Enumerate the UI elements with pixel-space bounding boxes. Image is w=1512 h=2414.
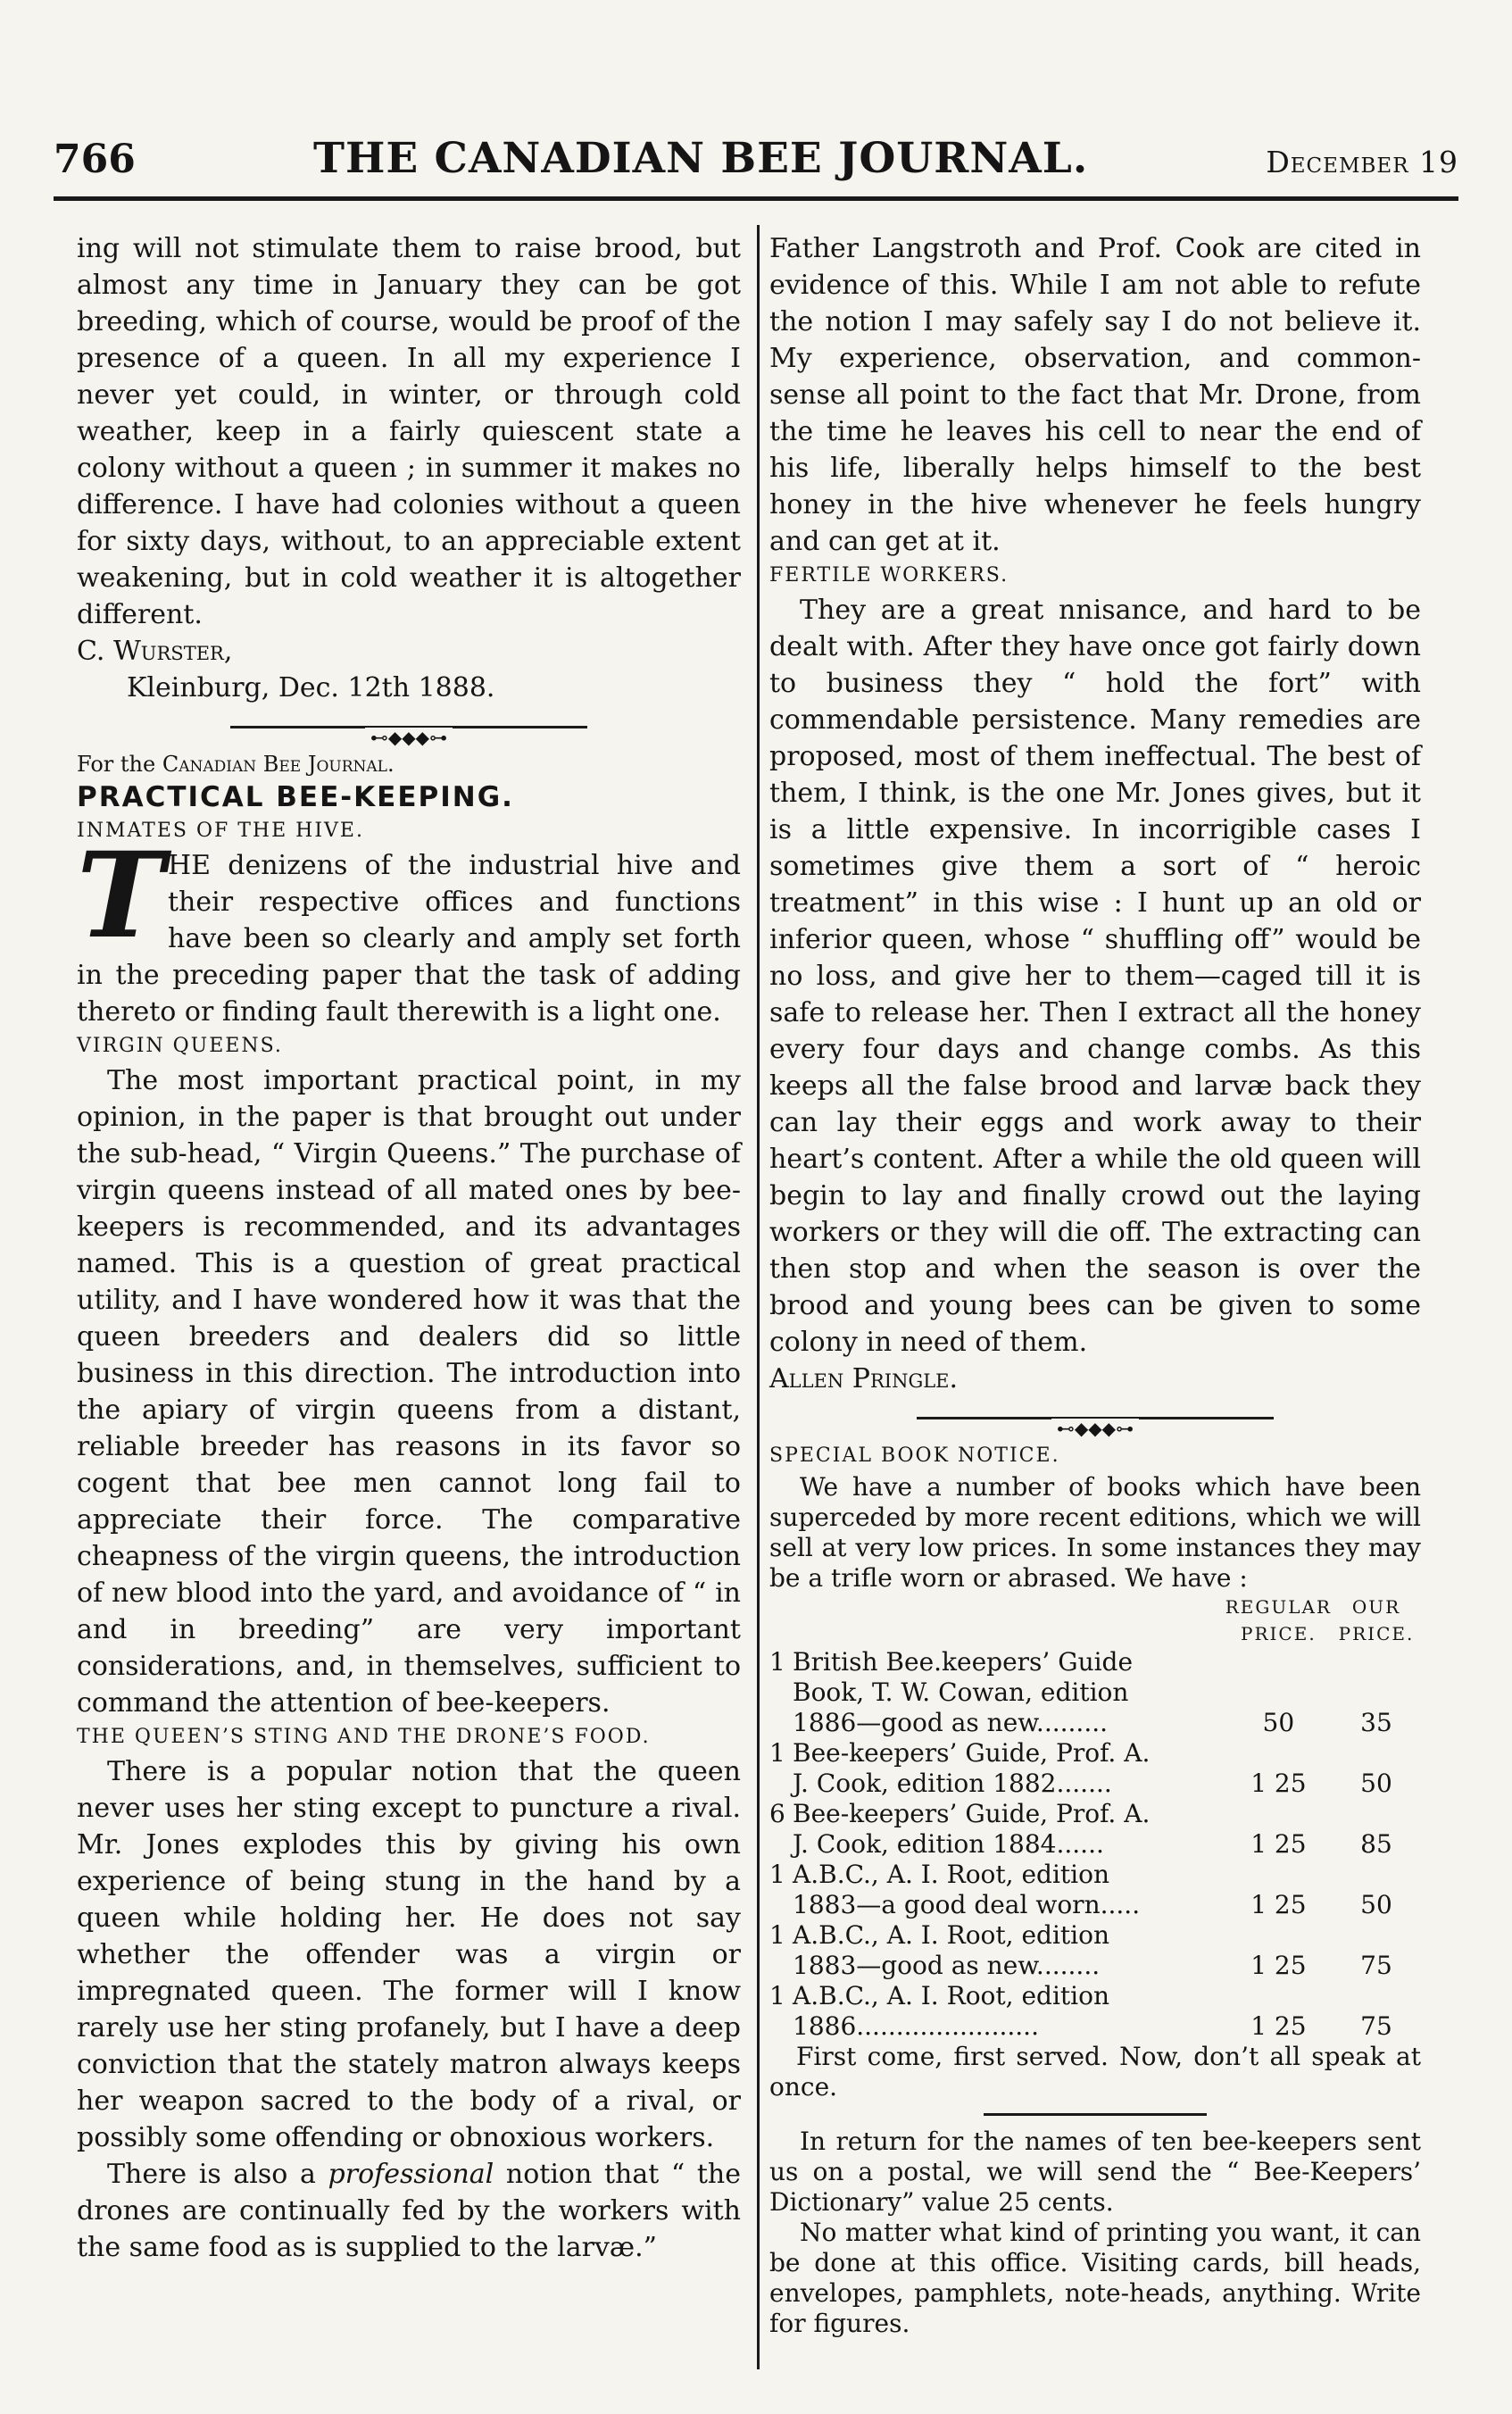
section-ornament: ⊷◆◆◆⊶ [77, 717, 741, 737]
source-credit: For the Canadian Bee Journal. [77, 752, 395, 777]
subhead-inmates: INMATES OF THE HIVE. [77, 820, 364, 842]
subhead-fertile-workers: FERTILE WORKERS. [769, 564, 1009, 587]
paragraph-sting: There is a popular notion that the queen never uses her sting except to puncture a rival. Mr. Jones explodes this by giving his own experience of being stung in the hand by a queen while holding her. He does not say whether the offender was a virgin or impregnated queen. The former will I know rarely use her sting profanely, but I have a deep conviction that the stately matron always keeps her weapon sacred to the body of a rival, or possibly some offending or obnoxious workers. [77, 1756, 741, 2153]
paragraph-first-come: First come, first served. Now, don’t all speak at once. [769, 2042, 1421, 2102]
table-header-row [769, 1594, 1421, 1647]
left-column [77, 230, 741, 2266]
paragraph-virgin-queens: The most important practical point, in my opinion, in the paper is that brought out under the sub-head, “ Virgin Queens.” The purchase of virgin queens instead of all mated ones by bee-keepers is recommended, and its advantages named. This is a question of great practical utility, and I have wondered how it was that the queen breeders and dealers did so little business in this direction. The introduction into the apiary of virgin queens from a distant, reliable breeder has reasons in its favor so cogent that bee men cannot long fail to appreciate their force. The comparative cheapness of the virgin queens, the introduction of new blood into the yard, and avoidance of “ in and in breeding” are very important considerations, and, in themselves, sufficient to command the attention of bee-keepers. [77, 1065, 741, 1719]
paragraph-book-notice: We have a number of books which have been superceded by more recent editions, which we will sell at very low prices. In some instances they may be a trifle worn or abrased. We have : [769, 1472, 1421, 1593]
table-row: 1 British Bee.keepers’ Guide Book, T. W. Cowan, edition 1886—good as new......... 50 35 [769, 1647, 1392, 1737]
author-signature: C. Wurster, [77, 636, 233, 667]
column-divider [757, 225, 760, 2369]
table-row: 1 A.B.C., A. I. Root, edition 1886....................... 1 25 75 [769, 1981, 1392, 2041]
journal-title: THE CANADIAN BEE JOURNAL. [312, 134, 1089, 183]
dateline: Kleinburg, Dec. 12th 1888. [127, 672, 495, 703]
page-header [54, 134, 1458, 187]
drop-cap: T [77, 827, 165, 965]
paragraph-printing-ad: No matter what kind of printing you want, it can be done at this office. Visiting cards, bill heads, envelopes, pamphlets, note-heads, anything. Write for figures. [769, 2218, 1421, 2338]
paragraph-drones: There is also a professional notion that “ the drones are continually fed by the workers with the same food as is supplied to the larvæ.” [77, 2159, 741, 2263]
paragraph-drone-honey: Father Langstroth and Prof. Cook are cited in evidence of this. While I am not able to refute the notion I may safely say I do not believe it. My experience, observation, and common-sense all point to the fact that Mr. Drone, from the time he leaves his cell to near the end of his life, liberally helps himself to the best honey in the hive whenever he feels hungry and can get at it. [769, 233, 1421, 557]
author-signature: Allen Pringle. [769, 1363, 959, 1394]
header-rule [54, 196, 1458, 201]
page-number: 766 [54, 137, 136, 182]
regular-price-header: REGULAR PRICE. [1225, 1596, 1332, 1644]
table-row: 6 Bee-keepers’ Guide, Prof. A. J. Cook, edition 1884...... 1 25 85 [769, 1799, 1392, 1859]
article-title: PRACTICAL BEE-KEEPING. [77, 781, 514, 813]
our-price-header: OUR PRICE. [1338, 1596, 1415, 1644]
subhead-book-notice: SPECIAL BOOK NOTICE. [769, 1444, 1060, 1467]
paragraph-fertile-workers: They are a great nnisance, and hard to be dealt with. After they have once got fairly down to business they “ hold the fort” with commendable persistence. Many remedies are proposed, most of them ineffectual. The best of them, I think, is the one Mr. Jones gives, but it is a little expensive. In incorrigible cases I sometimes give them a sort of “ heroic treatment” in this wise : I hunt up an old or inferior queen, whose “ shuffling off” would be no loss, and give her to them—caged till it is safe to release her. Then I extract all the honey every four days and change combs. As this keeps all the false brood and larvæ back they can lay their eggs and work away to their heart’s content. After a while the old queen will begin to lay and finally crowd out the laying workers or they will die off. The extracting can then stop and when the season is over the brood and young bees can be given to some colony in need of them. [769, 595, 1421, 1358]
paragraph-dictionary-offer: In return for the names of ten bee-keepers sent us on a postal, we will send the “ Bee-Keepers’ Dictionary” value 25 cents. [769, 2127, 1421, 2217]
intro-text: HE denizens of the industrial hive and their respective offices and functions have been so clearly and amply set forth in the preceding paper that the task of adding thereto or finding fault therewith is a light one. [77, 850, 741, 1028]
book-price-table [769, 1594, 1421, 2042]
subhead-sting-food: THE QUEEN’S STING AND THE DRONE’S FOOD. [77, 1726, 651, 1748]
table-row: 1 Bee-keepers’ Guide, Prof. A. J. Cook, edition 1882....... 1 25 50 [769, 1738, 1392, 1798]
section-ornament: ⊷◆◆◆⊶ [769, 1408, 1421, 1428]
issue-month: December 19 [1266, 145, 1458, 179]
paragraph-continuation: ing will not stimulate them to raise brood, but almost any time in January they can be got breeding, which of course, would be proof of the presence of a queen. In all my experience I never yet could, in winter, or through cold weather, keep in a fairly quiescent state a colony without a queen ; in summer it makes no difference. I have had colonies without a queen for sixty days, without, to an appreciable extent weakening, but in cold weather it is altogether different. [77, 233, 741, 630]
table-row: 1 A.B.C., A. I. Root, edition 1883—good as new........ 1 25 75 [769, 1920, 1392, 1980]
right-column [769, 230, 1421, 2339]
subhead-virgin-queens: VIRGIN QUEENS. [77, 1035, 283, 1057]
table-row: 1 A.B.C., A. I. Root, edition 1883—a good deal worn..... 1 25 50 [769, 1860, 1392, 1919]
short-rule [984, 2113, 1207, 2116]
